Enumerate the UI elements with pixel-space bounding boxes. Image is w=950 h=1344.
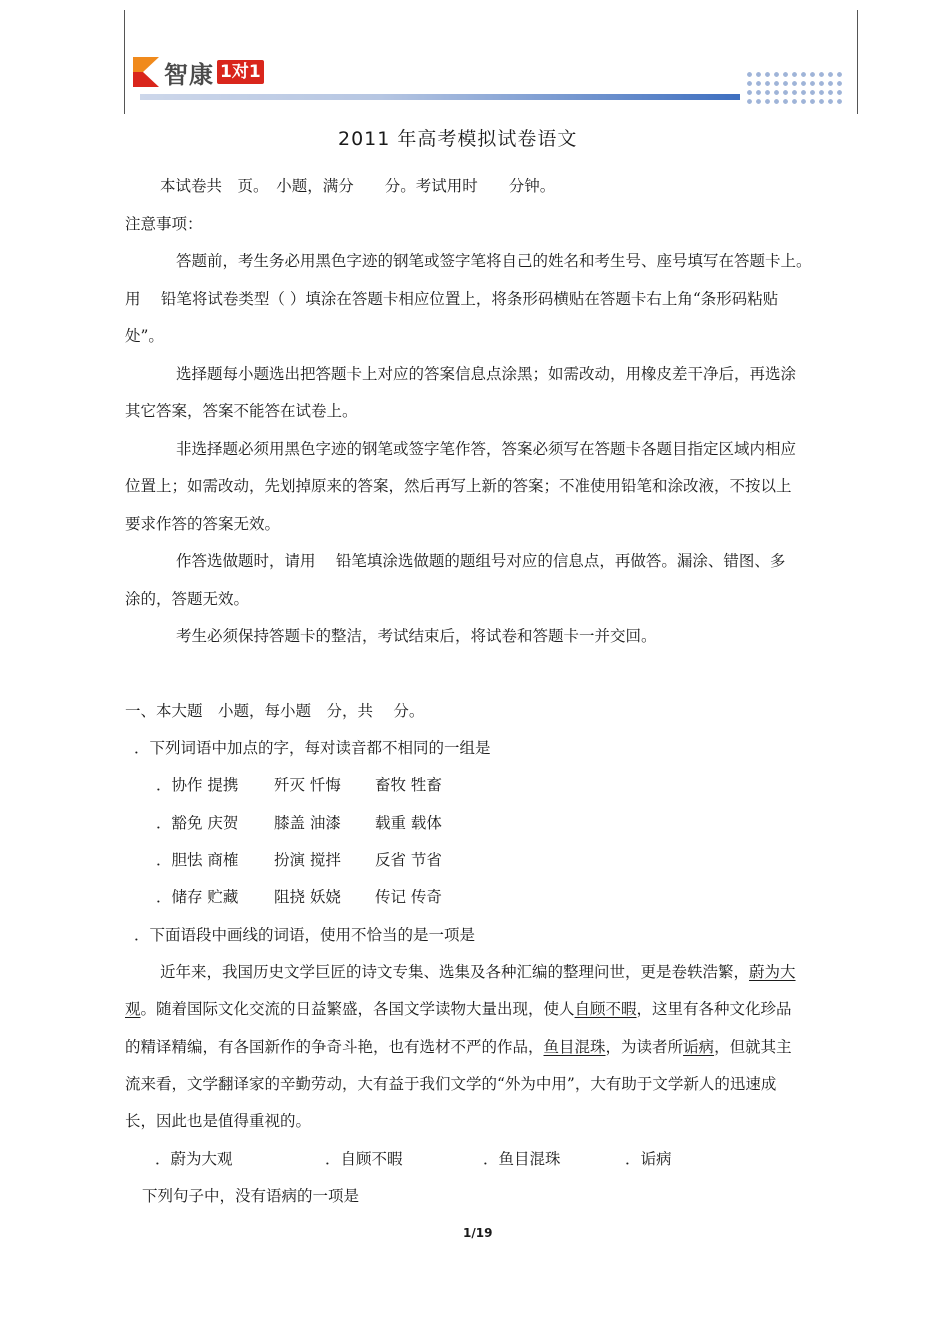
q2-passage-line-2: [125, 999, 792, 1019]
q1-option-d-pair-3: 传记 传奇: [375, 888, 442, 906]
page-number: 1/19: [463, 1226, 493, 1240]
note-2-line-1: 选择题每小题选出把答题卡上对应的答案信息点涂黑；如需改动，用橡皮差干净后，再选涂: [176, 365, 797, 383]
q1-option-c-pair-2: 扮演 搅拌: [274, 851, 341, 869]
passage-text: 。随着国际文化交流的日益繁盛，各国文学读物大量出现，使人: [140, 1000, 575, 1018]
q2-option-a: ．蔚为大观: [155, 1150, 233, 1168]
passage-text: 的精译精编，有各国新作的争奇斗艳，也有选材不严的作品，: [125, 1038, 544, 1056]
q2-option-c: ．鱼目混珠: [483, 1150, 561, 1168]
underlined-term-3: 鱼目混珠: [543, 1038, 606, 1056]
q2-option-d: ．诟病: [625, 1150, 672, 1168]
passage-text: ，为读者所: [605, 1038, 684, 1056]
brand-logo: [133, 56, 264, 88]
header-left-rule: [124, 10, 125, 114]
logo-k-icon: [133, 57, 159, 87]
note-1-line-2: 用 铅笔将试卷类型（ ）填涂在答题卡相应位置上，将条形码横贴在答题卡右上角“条形码粘贴: [125, 290, 779, 308]
q1-option-a-pair-1: ．协作 提携: [156, 776, 239, 794]
note-2-line-2: 其它答案，答案不能答在试卷上。: [125, 402, 358, 420]
underlined-term-1-end: 观: [125, 1000, 141, 1018]
header-right-rule: [857, 10, 858, 114]
q1-stem: ．下列词语中加点的字，每对读音都不相同的一组是: [134, 739, 491, 757]
intro-line: 本试卷共 页。 小题，满分 分。考试用时 分钟。: [160, 177, 556, 195]
page-title: 2011 年高考模拟试卷语文: [338, 128, 578, 150]
passage-text: ，这里有各种文化珍品: [636, 1000, 792, 1018]
q1-option-b-pair-1: ．豁免 庆贺: [156, 814, 239, 832]
note-4-line-1: 作答选做题时，请用 铅笔填涂选做题的题组号对应的信息点，再做答。漏涂、错图、多: [176, 552, 786, 570]
q3-stem: 下列句子中，没有语病的一项是: [142, 1187, 360, 1205]
q1-option-c-pair-1: ．胆怯 商榷: [156, 851, 239, 869]
q2-passage-line-3: [125, 1037, 792, 1057]
notes-heading: 注意事项：: [125, 215, 203, 233]
q2-stem: ．下面语段中画线的词语，使用不恰当的是一项是: [134, 926, 476, 944]
note-4-line-2: 涂的，答题无效。: [125, 590, 250, 608]
q1-option-d-pair-1: ．储存 贮藏: [156, 888, 239, 906]
note-3-line-1: 非选择题必须用黑色字迹的钢笔或签字笔作答，答案必须写在答题卡各题目指定区域内相应: [176, 440, 797, 458]
header-gradient-bar: [140, 94, 740, 100]
logo-badge: 1对1: [217, 60, 264, 84]
underlined-term-2: 自顾不暇: [574, 1000, 637, 1018]
passage-text: 近年来，我国历史文学巨匠的诗文专集、选集及各种汇编的整理问世，更是卷轶浩繁，: [160, 963, 750, 981]
note-1-line-1: 答题前，考生务必用黑色字迹的钢笔或签字笔将自己的姓名和考生号、座号填写在答题卡上。: [176, 252, 812, 270]
note-5-line-1: 考生必须保持答题卡的整洁，考试结束后，将试卷和答题卡一并交回。: [176, 627, 657, 645]
section-1-heading: 一、本大题 小题，每小题 分，共 分。: [125, 702, 425, 720]
q2-passage-line-4: 流来看，文学翻译家的辛勤劳动，大有益于我们文学的“外为中用”，大有助于文学新人的迅速成: [125, 1075, 777, 1093]
q2-passage-line-5: 长，因此也是值得重视的。: [125, 1112, 312, 1130]
q1-option-d-pair-2: 阻挠 妖娆: [274, 888, 341, 906]
note-3-line-3: 要求作答的答案无效。: [125, 515, 281, 533]
header-dot-pattern: [745, 70, 845, 104]
note-1-line-3: 处”。: [125, 327, 164, 345]
q1-option-b-pair-2: 膝盖 油漆: [274, 814, 341, 832]
q2-option-b: ．自顾不暇: [325, 1150, 403, 1168]
underlined-term-1: 蔚为大: [749, 963, 796, 981]
q1-option-a-pair-2: 歼灭 忏悔: [274, 776, 341, 794]
note-3-line-2: 位置上；如需改动，先划掉原来的答案，然后再写上新的答案；不准使用铅笔和涂改液，不按以上: [125, 477, 792, 495]
q1-option-a-pair-3: 畜牧 牲畜: [375, 776, 442, 794]
passage-text: ，但就其主: [714, 1038, 792, 1056]
underlined-term-4: 诟病: [683, 1038, 715, 1056]
q1-option-b-pair-3: 载重 载体: [375, 814, 442, 832]
logo-text: 智康: [164, 60, 214, 89]
q2-passage-line-1: [160, 962, 796, 982]
q1-option-c-pair-3: 反省 节省: [375, 851, 442, 869]
